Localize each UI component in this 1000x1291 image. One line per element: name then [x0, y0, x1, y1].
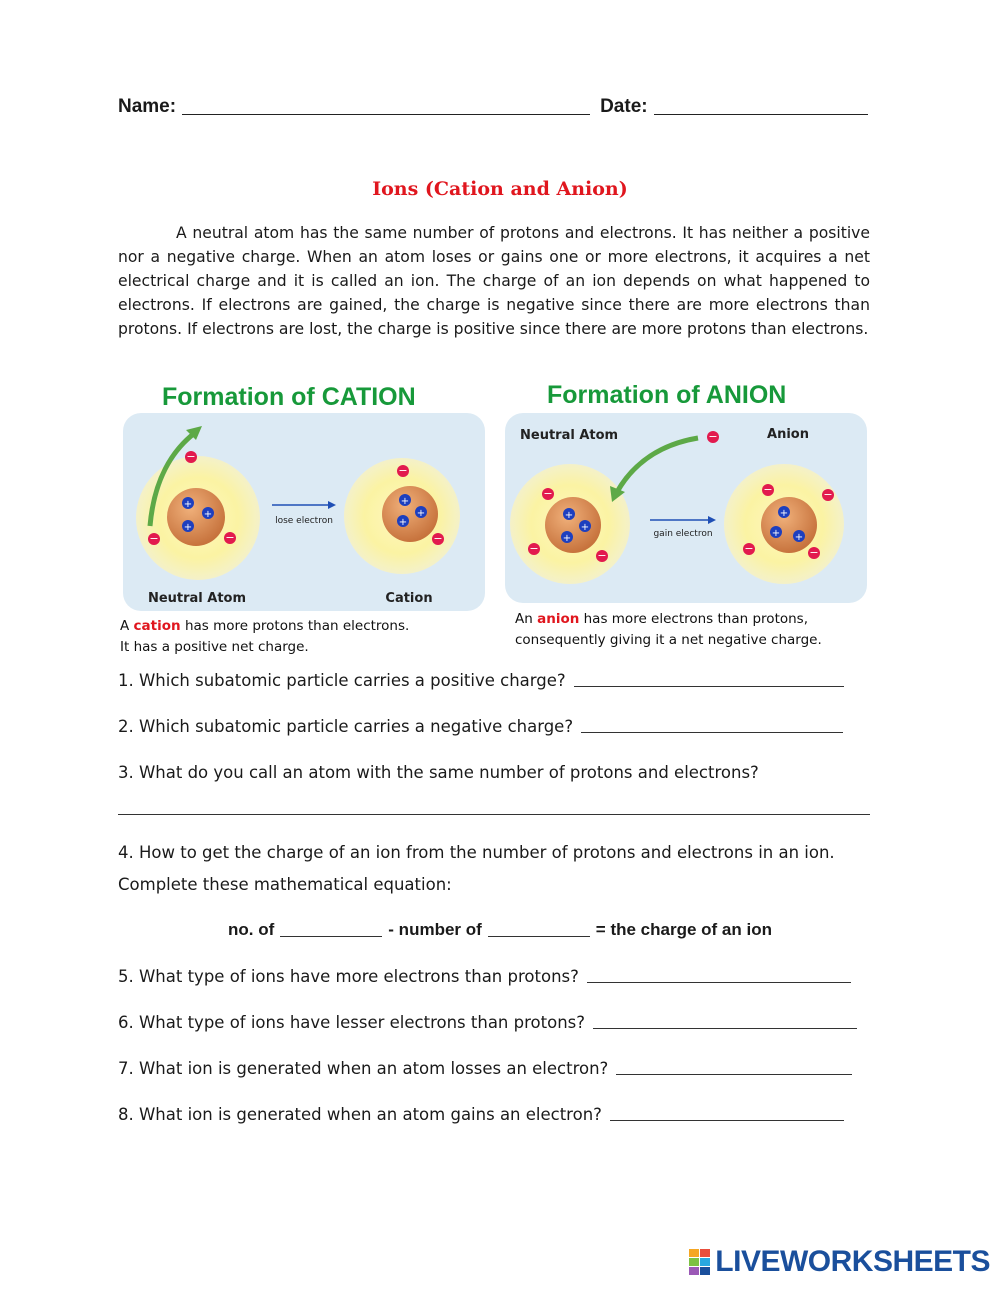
- proton: [182, 520, 194, 533]
- anion-keyword: anion: [537, 611, 580, 627]
- answer-field-1[interactable]: [574, 672, 844, 687]
- anion-panel-title: Formation of ANION: [547, 381, 787, 409]
- proton: [563, 508, 575, 521]
- electron: [397, 464, 409, 477]
- svg-text:+: +: [183, 499, 193, 510]
- page-title: Ions (Cation and Anion): [372, 178, 628, 200]
- proton: [399, 494, 411, 507]
- date-label: Date:: [600, 96, 648, 117]
- svg-text:−: −: [529, 542, 539, 555]
- electron: [224, 531, 236, 544]
- electron: [822, 488, 834, 501]
- anion-diagram: [502, 410, 870, 606]
- question-4-instruction: Complete these mathematical equation:: [118, 875, 452, 894]
- question-7: 7. What ion is generated when an atom losses an electron?: [118, 1059, 852, 1078]
- svg-text:−: −: [809, 546, 819, 559]
- answer-field-6[interactable]: [593, 1014, 857, 1029]
- electron: [762, 483, 774, 496]
- electron: [743, 542, 755, 555]
- equation-blank-1[interactable]: [280, 922, 382, 937]
- svg-text:+: +: [771, 528, 781, 539]
- svg-text:+: +: [203, 509, 213, 520]
- svg-text:+: +: [400, 496, 410, 507]
- question-5: 5. What type of ions have more electrons than protons?: [118, 967, 851, 986]
- svg-text:−: −: [597, 549, 607, 562]
- proton: [778, 506, 790, 519]
- liveworksheets-logo: [689, 1245, 990, 1279]
- anion-arrow-label: gain electron: [653, 529, 713, 539]
- cation-panel-title: Formation of CATION: [162, 383, 416, 411]
- proton: [770, 526, 782, 539]
- answer-field-5[interactable]: [587, 968, 851, 983]
- cation-right-label: Cation: [385, 591, 433, 606]
- cation-arrow-label: lose electron: [275, 516, 333, 526]
- svg-text:+: +: [779, 508, 789, 519]
- incoming-electron: [707, 430, 719, 443]
- neutral-atom-nucleus: [167, 488, 225, 546]
- svg-text:−: −: [149, 532, 159, 545]
- proton: [397, 515, 409, 528]
- cation-nucleus: [382, 486, 438, 542]
- cation-left-label: Neutral Atom: [147, 591, 247, 606]
- svg-text:+: +: [562, 533, 572, 544]
- electron: [596, 549, 608, 562]
- svg-text:+: +: [564, 510, 574, 521]
- electron: [185, 450, 197, 463]
- date-field[interactable]: [654, 96, 868, 115]
- question-3: 3. What do you call an atom with the same number of protons and electrons?: [118, 763, 759, 782]
- svg-text:+: +: [580, 522, 590, 533]
- electron: [542, 487, 554, 500]
- header-row: [118, 96, 880, 118]
- svg-text:−: −: [823, 488, 833, 501]
- name-label: Name:: [118, 96, 177, 117]
- cation-caption: A cation has more protons than electrons. It has a positive net charge.: [120, 618, 410, 655]
- answer-field-2[interactable]: [581, 718, 843, 733]
- equation-blank-2[interactable]: [488, 922, 590, 937]
- svg-text:+: +: [794, 532, 804, 543]
- svg-text:−: −: [708, 430, 718, 443]
- cation-diagram: [120, 410, 490, 614]
- anion-right-label: Anion: [767, 427, 809, 442]
- svg-text:−: −: [763, 483, 773, 496]
- proton: [579, 520, 591, 533]
- question-6: 6. What type of ions have lesser electrons than protons?: [118, 1013, 857, 1032]
- question-2: 2. Which subatomic particle carries a negative charge?: [118, 717, 843, 736]
- proton: [202, 507, 214, 520]
- svg-text:+: +: [416, 508, 426, 519]
- electron: [432, 532, 444, 545]
- question-4: 4. How to get the charge of an ion from the number of protons and electrons in an ion.: [118, 843, 835, 862]
- svg-text:−: −: [744, 542, 754, 555]
- electron: [148, 532, 160, 545]
- logo-blocks-icon: [689, 1249, 711, 1275]
- svg-text:+: +: [398, 517, 408, 528]
- svg-text:−: −: [433, 532, 443, 545]
- anion-left-label: Neutral Atom: [520, 428, 619, 443]
- neutral-atom-nucleus: [545, 497, 601, 553]
- electron: [528, 542, 540, 555]
- brand-text: LIVEWORKSHEETS: [715, 1245, 990, 1278]
- proton: [793, 530, 805, 543]
- charge-equation: no. of - number of = the charge of an ion: [228, 920, 772, 939]
- proton: [561, 531, 573, 544]
- svg-text:−: −: [398, 464, 408, 477]
- answer-field-7[interactable]: [616, 1060, 852, 1075]
- electron: [808, 546, 820, 559]
- svg-text:−: −: [543, 487, 553, 500]
- proton: [415, 506, 427, 519]
- anion-caption: An anion has more electrons than protons, consequently giving it a net negative charge.: [515, 611, 822, 648]
- answer-field-8[interactable]: [610, 1106, 844, 1121]
- intro-text: A neutral atom has the same number of protons and electrons. It has neither a positive nor a negative charge. When an atom loses or gains one or more electrons, it acquires a net electrical charge and it is called an ion. The charge of an ion depends on what happened to electrons. If electrons are gained, the charge is negative since there are more electrons than protons. If electrons are lost, the charge is positive since there are more protons than electrons.: [118, 224, 870, 338]
- proton: [182, 497, 194, 510]
- name-field[interactable]: [182, 96, 590, 115]
- answer-field-3[interactable]: [118, 813, 870, 815]
- cation-keyword: cation: [133, 618, 181, 634]
- svg-text:+: +: [183, 522, 193, 533]
- svg-text:−: −: [186, 450, 196, 463]
- question-1: 1. Which subatomic particle carries a positive charge?: [118, 671, 844, 690]
- anion-nucleus: [761, 497, 817, 553]
- question-8: 8. What ion is generated when an atom gains an electron?: [118, 1105, 844, 1124]
- svg-text:−: −: [225, 531, 235, 544]
- intro-paragraph: [118, 221, 870, 341]
